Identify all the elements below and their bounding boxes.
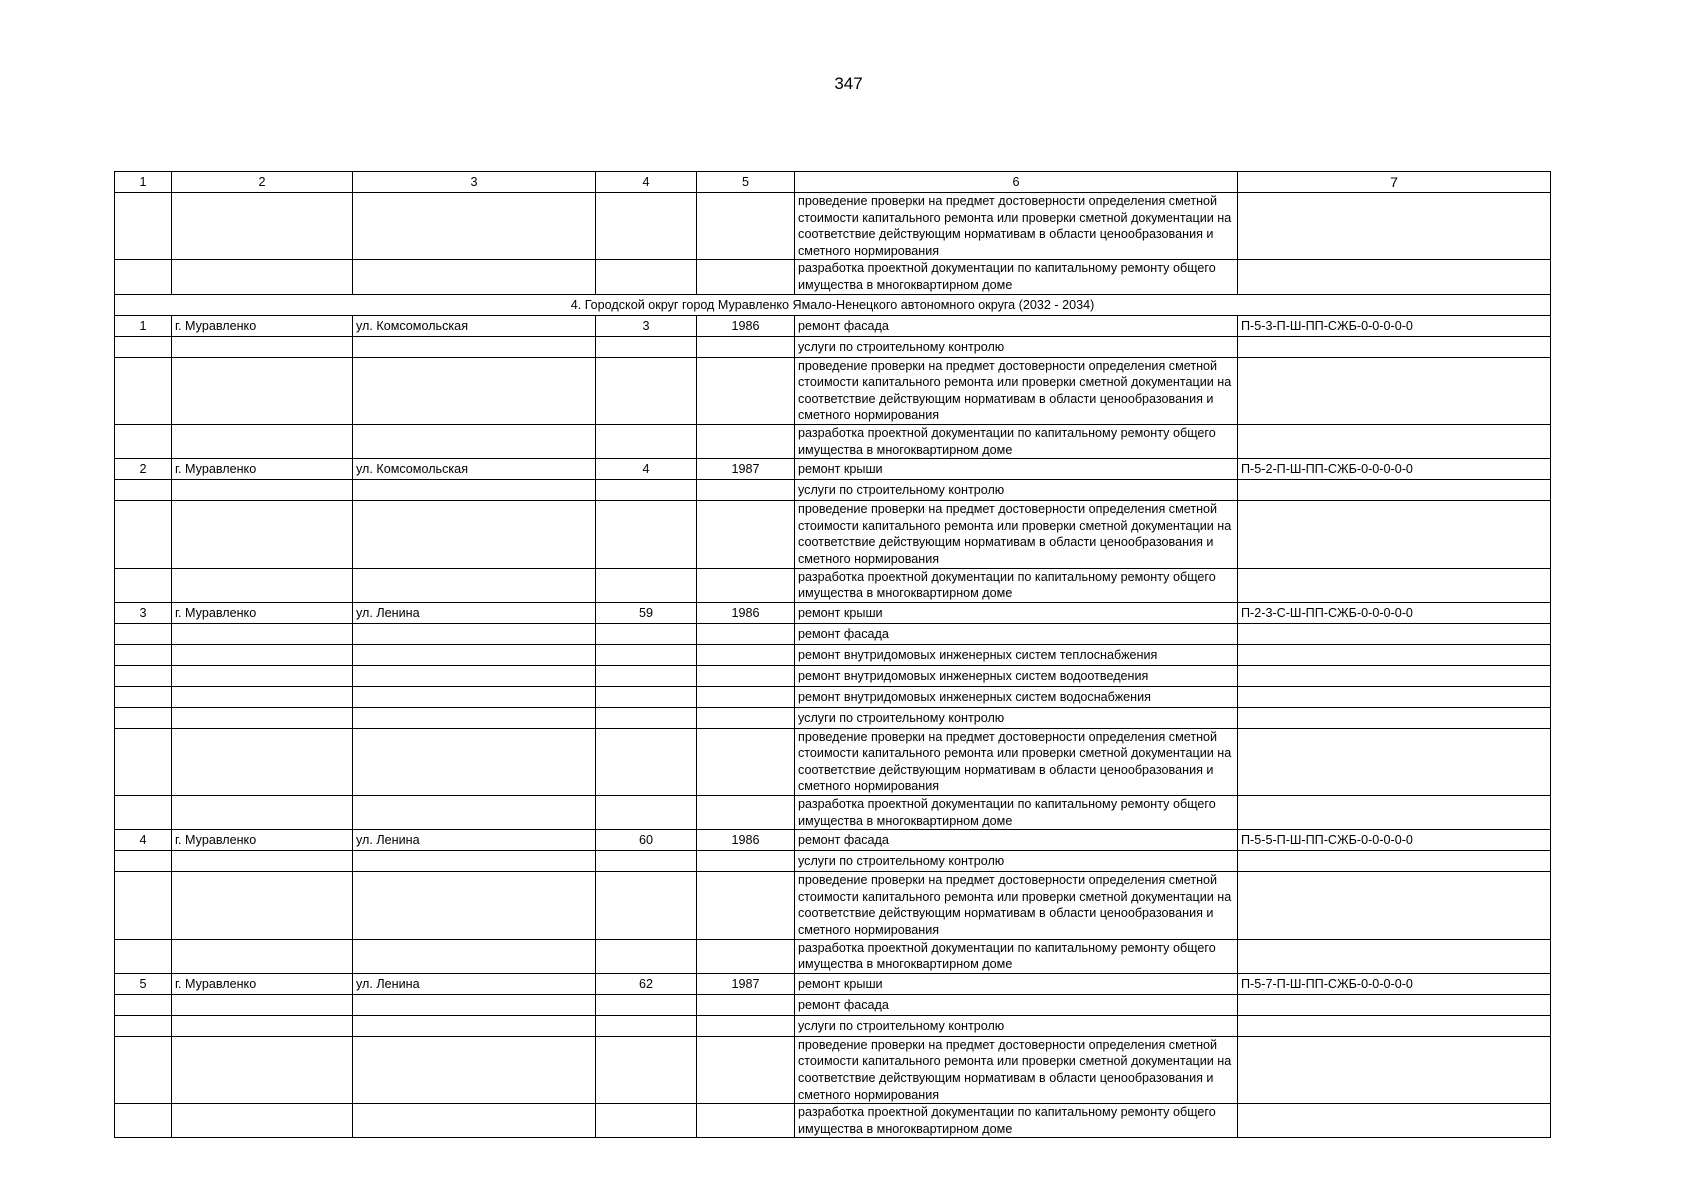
city-cell bbox=[172, 1036, 353, 1103]
city-cell bbox=[172, 501, 353, 568]
house-number-cell: 4 bbox=[596, 459, 697, 480]
street-cell bbox=[353, 728, 596, 795]
code-cell bbox=[1238, 728, 1551, 795]
row-number-cell bbox=[115, 424, 172, 458]
year-cell bbox=[697, 1015, 795, 1036]
house-number-cell bbox=[596, 644, 697, 665]
street-cell bbox=[353, 707, 596, 728]
house-number-cell bbox=[596, 1015, 697, 1036]
street-cell bbox=[353, 357, 596, 424]
year-cell bbox=[697, 939, 795, 973]
header-cell: 7 bbox=[1238, 172, 1551, 193]
table-row bbox=[115, 315, 1551, 336]
table-row bbox=[115, 480, 1551, 501]
section-title-row bbox=[115, 294, 1551, 315]
house-number-cell bbox=[596, 851, 697, 872]
row-number-cell: 5 bbox=[115, 973, 172, 994]
header-cell: 6 bbox=[795, 172, 1238, 193]
street-cell bbox=[353, 1104, 596, 1138]
table-row bbox=[115, 568, 1551, 602]
year-cell: 1986 bbox=[697, 830, 795, 851]
row-number-cell bbox=[115, 796, 172, 830]
year-cell bbox=[697, 260, 795, 294]
house-number-cell bbox=[596, 994, 697, 1015]
year-cell: 1987 bbox=[697, 973, 795, 994]
street-cell: ул. Ленина bbox=[353, 602, 596, 623]
year-cell: 1986 bbox=[697, 315, 795, 336]
row-number-cell: 3 bbox=[115, 602, 172, 623]
code-cell bbox=[1238, 796, 1551, 830]
city-cell bbox=[172, 568, 353, 602]
work-type-cell: ремонт крыши bbox=[795, 973, 1238, 994]
header-cell: 3 bbox=[353, 172, 596, 193]
work-type-cell: разработка проектной документации по капитальному ремонту общего имущества в многоквартирном доме bbox=[795, 424, 1238, 458]
table-row bbox=[115, 623, 1551, 644]
work-type-cell: разработка проектной документации по капитальному ремонту общего имущества в многоквартирном доме bbox=[795, 1104, 1238, 1138]
table-row bbox=[115, 424, 1551, 458]
code-cell bbox=[1238, 1104, 1551, 1138]
street-cell bbox=[353, 796, 596, 830]
row-number-cell bbox=[115, 644, 172, 665]
code-cell bbox=[1238, 480, 1551, 501]
street-cell bbox=[353, 665, 596, 686]
house-number-cell: 62 bbox=[596, 973, 697, 994]
code-cell: П-5-3-П-Ш-ПП-СЖБ-0-0-0-0-0 bbox=[1238, 315, 1551, 336]
work-type-cell: ремонт внутридомовых инженерных систем водоотведения bbox=[795, 665, 1238, 686]
repair-program-table bbox=[114, 171, 1551, 1138]
code-cell bbox=[1238, 424, 1551, 458]
city-cell bbox=[172, 707, 353, 728]
street-cell bbox=[353, 623, 596, 644]
street-cell bbox=[353, 260, 596, 294]
header-cell: 2 bbox=[172, 172, 353, 193]
city-cell: г. Муравленко bbox=[172, 602, 353, 623]
city-cell bbox=[172, 939, 353, 973]
work-type-cell: ремонт фасада bbox=[795, 315, 1238, 336]
year-cell bbox=[697, 623, 795, 644]
city-cell: г. Муравленко bbox=[172, 830, 353, 851]
table-row bbox=[115, 686, 1551, 707]
work-type-cell: ремонт фасада bbox=[795, 623, 1238, 644]
year-cell: 1987 bbox=[697, 459, 795, 480]
code-cell bbox=[1238, 1036, 1551, 1103]
street-cell: ул. Комсомольская bbox=[353, 459, 596, 480]
table-row bbox=[115, 602, 1551, 623]
work-type-cell: проведение проверки на предмет достоверности определения сметной стоимости капитального ремонта или проверки сметной документации на соответствие действующим нормативам в области ценообразования и сметного нормирования bbox=[795, 193, 1238, 260]
work-type-cell: проведение проверки на предмет достоверности определения сметной стоимости капитального ремонта или проверки сметной документации на соответствие действующим нормативам в области ценообразования и сметного нормирования bbox=[795, 357, 1238, 424]
year-cell bbox=[697, 357, 795, 424]
row-number-cell bbox=[115, 707, 172, 728]
table-row bbox=[115, 728, 1551, 795]
work-type-cell: разработка проектной документации по капитальному ремонту общего имущества в многоквартирном доме bbox=[795, 568, 1238, 602]
row-number-cell: 4 bbox=[115, 830, 172, 851]
house-number-cell bbox=[596, 480, 697, 501]
city-cell bbox=[172, 1104, 353, 1138]
year-cell bbox=[697, 994, 795, 1015]
house-number-cell bbox=[596, 260, 697, 294]
code-cell bbox=[1238, 994, 1551, 1015]
code-cell bbox=[1238, 665, 1551, 686]
row-number-cell bbox=[115, 1104, 172, 1138]
row-number-cell bbox=[115, 193, 172, 260]
street-cell: ул. Ленина bbox=[353, 973, 596, 994]
street-cell bbox=[353, 1015, 596, 1036]
row-number-cell bbox=[115, 357, 172, 424]
code-cell bbox=[1238, 623, 1551, 644]
street-cell bbox=[353, 872, 596, 939]
house-number-cell bbox=[596, 424, 697, 458]
table-row bbox=[115, 973, 1551, 994]
house-number-cell: 59 bbox=[596, 602, 697, 623]
table-row bbox=[115, 796, 1551, 830]
city-cell bbox=[172, 644, 353, 665]
table-row bbox=[115, 357, 1551, 424]
code-cell bbox=[1238, 568, 1551, 602]
work-type-cell: ремонт крыши bbox=[795, 459, 1238, 480]
house-number-cell bbox=[596, 501, 697, 568]
street-cell bbox=[353, 939, 596, 973]
row-number-cell: 1 bbox=[115, 315, 172, 336]
row-number-cell bbox=[115, 728, 172, 795]
header-cell: 1 bbox=[115, 172, 172, 193]
row-number-cell: 2 bbox=[115, 459, 172, 480]
row-number-cell bbox=[115, 872, 172, 939]
table-row bbox=[115, 707, 1551, 728]
row-number-cell bbox=[115, 501, 172, 568]
row-number-cell bbox=[115, 623, 172, 644]
street-cell bbox=[353, 568, 596, 602]
work-type-cell: услуги по строительному контролю bbox=[795, 336, 1238, 357]
row-number-cell bbox=[115, 480, 172, 501]
work-type-cell: проведение проверки на предмет достоверности определения сметной стоимости капитального ремонта или проверки сметной документации на соответствие действующим нормативам в области ценообразования и сметного нормирования bbox=[795, 728, 1238, 795]
city-cell bbox=[172, 623, 353, 644]
city-cell bbox=[172, 665, 353, 686]
row-number-cell bbox=[115, 336, 172, 357]
year-cell bbox=[697, 193, 795, 260]
year-cell bbox=[697, 1036, 795, 1103]
city-cell bbox=[172, 796, 353, 830]
street-cell bbox=[353, 686, 596, 707]
work-type-cell: проведение проверки на предмет достоверности определения сметной стоимости капитального ремонта или проверки сметной документации на соответствие действующим нормативам в области ценообразования и сметного нормирования bbox=[795, 501, 1238, 568]
year-cell bbox=[697, 501, 795, 568]
year-cell bbox=[697, 872, 795, 939]
code-cell bbox=[1238, 501, 1551, 568]
year-cell bbox=[697, 796, 795, 830]
year-cell: 1986 bbox=[697, 602, 795, 623]
section-title: 4. Городской округ город Муравленко Ямало-Ненецкого автономного округа (2032 - 2034) bbox=[115, 294, 1551, 315]
code-cell bbox=[1238, 707, 1551, 728]
row-number-cell bbox=[115, 686, 172, 707]
work-type-cell: услуги по строительному контролю bbox=[795, 707, 1238, 728]
house-number-cell bbox=[596, 357, 697, 424]
work-type-cell: ремонт фасада bbox=[795, 994, 1238, 1015]
street-cell bbox=[353, 480, 596, 501]
table-row bbox=[115, 1104, 1551, 1138]
table-row bbox=[115, 459, 1551, 480]
row-number-cell bbox=[115, 1036, 172, 1103]
code-cell bbox=[1238, 1015, 1551, 1036]
code-cell: П-5-5-П-Ш-ПП-СЖБ-0-0-0-0-0 bbox=[1238, 830, 1551, 851]
column-number-header-row bbox=[115, 172, 1551, 193]
table-row bbox=[115, 851, 1551, 872]
code-cell bbox=[1238, 851, 1551, 872]
row-number-cell bbox=[115, 994, 172, 1015]
house-number-cell: 60 bbox=[596, 830, 697, 851]
row-number-cell bbox=[115, 851, 172, 872]
street-cell bbox=[353, 994, 596, 1015]
city-cell bbox=[172, 336, 353, 357]
row-number-cell bbox=[115, 260, 172, 294]
house-number-cell bbox=[596, 193, 697, 260]
city-cell bbox=[172, 260, 353, 294]
house-number-cell bbox=[596, 1104, 697, 1138]
table-row bbox=[115, 501, 1551, 568]
house-number-cell bbox=[596, 796, 697, 830]
work-type-cell: разработка проектной документации по капитальному ремонту общего имущества в многоквартирном доме bbox=[795, 796, 1238, 830]
year-cell bbox=[697, 644, 795, 665]
street-cell bbox=[353, 644, 596, 665]
city-cell bbox=[172, 728, 353, 795]
work-type-cell: ремонт внутридомовых инженерных систем теплоснабжения bbox=[795, 644, 1238, 665]
street-cell bbox=[353, 424, 596, 458]
street-cell bbox=[353, 193, 596, 260]
year-cell bbox=[697, 336, 795, 357]
code-cell bbox=[1238, 260, 1551, 294]
code-cell: П-5-7-П-Ш-ПП-СЖБ-0-0-0-0-0 bbox=[1238, 973, 1551, 994]
row-number-cell bbox=[115, 1015, 172, 1036]
year-cell bbox=[697, 851, 795, 872]
house-number-cell bbox=[596, 336, 697, 357]
street-cell bbox=[353, 1036, 596, 1103]
street-cell: ул. Ленина bbox=[353, 830, 596, 851]
work-type-cell: услуги по строительному контролю bbox=[795, 1015, 1238, 1036]
code-cell bbox=[1238, 939, 1551, 973]
house-number-cell bbox=[596, 686, 697, 707]
year-cell bbox=[697, 480, 795, 501]
city-cell bbox=[172, 851, 353, 872]
house-number-cell bbox=[596, 1036, 697, 1103]
table-row bbox=[115, 872, 1551, 939]
city-cell bbox=[172, 872, 353, 939]
year-cell bbox=[697, 686, 795, 707]
table-row bbox=[115, 1015, 1551, 1036]
table-row bbox=[115, 939, 1551, 973]
work-type-cell: проведение проверки на предмет достоверности определения сметной стоимости капитального ремонта или проверки сметной документации на соответствие действующим нормативам в области ценообразования и сметного нормирования bbox=[795, 1036, 1238, 1103]
city-cell bbox=[172, 994, 353, 1015]
header-cell: 4 bbox=[596, 172, 697, 193]
row-number-cell bbox=[115, 665, 172, 686]
table-row bbox=[115, 1036, 1551, 1103]
header-cell: 5 bbox=[697, 172, 795, 193]
table-row bbox=[115, 260, 1551, 294]
street-cell bbox=[353, 501, 596, 568]
city-cell bbox=[172, 193, 353, 260]
code-cell bbox=[1238, 686, 1551, 707]
page-number: 347 bbox=[834, 74, 863, 93]
house-number-cell bbox=[596, 872, 697, 939]
table-row bbox=[115, 830, 1551, 851]
house-number-cell bbox=[596, 707, 697, 728]
code-cell: П-5-2-П-Ш-ПП-СЖБ-0-0-0-0-0 bbox=[1238, 459, 1551, 480]
work-type-cell: разработка проектной документации по капитальному ремонту общего имущества в многоквартирном доме bbox=[795, 260, 1238, 294]
table-row bbox=[115, 336, 1551, 357]
row-number-cell bbox=[115, 568, 172, 602]
work-type-cell: разработка проектной документации по капитальному ремонту общего имущества в многоквартирном доме bbox=[795, 939, 1238, 973]
house-number-cell bbox=[596, 568, 697, 602]
year-cell bbox=[697, 728, 795, 795]
table-row bbox=[115, 193, 1551, 260]
street-cell bbox=[353, 336, 596, 357]
code-cell bbox=[1238, 644, 1551, 665]
code-cell bbox=[1238, 357, 1551, 424]
year-cell bbox=[697, 1104, 795, 1138]
work-type-cell: проведение проверки на предмет достоверности определения сметной стоимости капитального ремонта или проверки сметной документации на соответствие действующим нормативам в области ценообразования и сметного нормирования bbox=[795, 872, 1238, 939]
house-number-cell bbox=[596, 665, 697, 686]
year-cell bbox=[697, 568, 795, 602]
work-type-cell: ремонт крыши bbox=[795, 602, 1238, 623]
table-row bbox=[115, 644, 1551, 665]
street-cell: ул. Комсомольская bbox=[353, 315, 596, 336]
code-cell bbox=[1238, 872, 1551, 939]
work-type-cell: услуги по строительному контролю bbox=[795, 480, 1238, 501]
code-cell bbox=[1238, 193, 1551, 260]
year-cell bbox=[697, 707, 795, 728]
code-cell bbox=[1238, 336, 1551, 357]
work-type-cell: ремонт фасада bbox=[795, 830, 1238, 851]
city-cell bbox=[172, 1015, 353, 1036]
year-cell bbox=[697, 424, 795, 458]
table-row bbox=[115, 665, 1551, 686]
work-type-cell: ремонт внутридомовых инженерных систем водоснабжения bbox=[795, 686, 1238, 707]
city-cell bbox=[172, 686, 353, 707]
row-number-cell bbox=[115, 939, 172, 973]
city-cell: г. Муравленко bbox=[172, 459, 353, 480]
work-type-cell: услуги по строительному контролю bbox=[795, 851, 1238, 872]
year-cell bbox=[697, 665, 795, 686]
table-row bbox=[115, 994, 1551, 1015]
house-number-cell bbox=[596, 728, 697, 795]
house-number-cell bbox=[596, 939, 697, 973]
city-cell: г. Муравленко bbox=[172, 973, 353, 994]
code-cell: П-2-3-С-Ш-ПП-СЖБ-0-0-0-0-0 bbox=[1238, 602, 1551, 623]
street-cell bbox=[353, 851, 596, 872]
city-cell bbox=[172, 424, 353, 458]
city-cell: г. Муравленко bbox=[172, 315, 353, 336]
house-number-cell: 3 bbox=[596, 315, 697, 336]
city-cell bbox=[172, 480, 353, 501]
city-cell bbox=[172, 357, 353, 424]
house-number-cell bbox=[596, 623, 697, 644]
